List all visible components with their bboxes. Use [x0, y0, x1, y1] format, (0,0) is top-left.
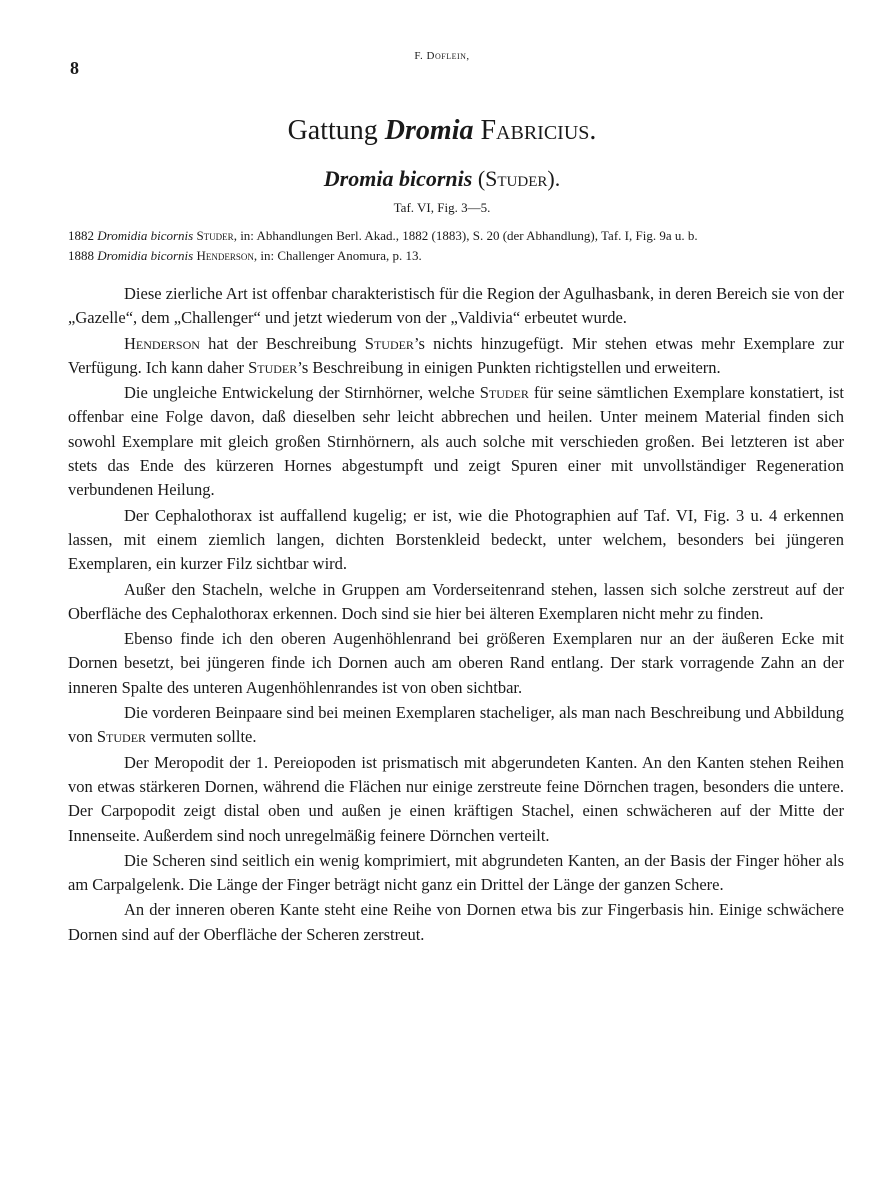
species-author: Studer [485, 166, 548, 191]
paragraph: An der inneren oberen Kante steht eine Reihe von Dornen etwa bis zur Fingerbasis hin. Einige schwächere Dornen sind auf der Oberfläche der Scheren zerstreut. [68, 900, 844, 944]
species-name: Dromia bicornis [323, 166, 473, 191]
paragraph: Ebenso finde ich den oberen Augenhöhlenrand bei größeren Exemplaren nur an der äußeren Ecke mit Dornen besetzt, bei jüngeren finde ich Dornen auch am oberen Rand entlang. Der stark vorragende Zahn an der inneren Spalte des unteren Augenhöhlenrandes ist von oben sichtbar. [68, 629, 844, 697]
synonymy-author: Henderson [196, 248, 254, 263]
genus-heading [0, 115, 884, 147]
synonymy-author: Studer [196, 228, 234, 243]
paragraph: Diese zierliche Art ist offenbar charakteristisch für die Region der Agulhasbank, in deren Bereich sie von der „Gazelle“, dem „Challenger“ und jetzt wiederum von der „Valdivia“ erbeutet wurde. [68, 284, 844, 328]
author-name: Henderson [124, 333, 200, 353]
paragraph [68, 381, 844, 502]
author-name: Studer [96, 727, 147, 747]
paragraph [68, 332, 844, 381]
synonymy-year: 1888 [68, 248, 94, 263]
body-text [68, 282, 844, 948]
running-head: F. Doflein, [414, 50, 470, 62]
text-run: für seine sämtlichen Exemplare konstatiert, ist offenbar eine Folge davon, daß dieselben sehr leicht abbrechen und heilen. Unter meinem Material finden sich sowohl Exemplare mit gleich großen Stirnhörnern, als auch solche mit verschieden großen. Bei letzteren ist aber stets das Ende des kürzeren Hornes abgestumpft und zeigt Spuren einer mit unvollständiger Regeneration verbundenen Heilung. [68, 383, 844, 500]
text-run: ’s Beschreibung in einigen Punkten richtigstellen und erweitern. [297, 357, 721, 377]
species-author-close: ). [547, 166, 561, 191]
synonymy-entry [68, 246, 848, 266]
author-name: Studer [364, 333, 414, 353]
synonymy-reference: , in: Challenger Anomura, p. 13. [253, 248, 422, 263]
genus-author: Fabricius. [480, 115, 597, 146]
synonymy-entry [68, 226, 848, 246]
author-name: Studer [248, 357, 298, 377]
text-run: hat der Beschreibung [199, 333, 365, 353]
synonymy-reference: , in: Abhandlungen Berl. Akad., 1882 (1883), S. 20 (der Abhandlung), Taf. I, Fig. 9a u. b. [233, 228, 698, 243]
text-run: ’s nichts hinzugefügt. Mir stehen etwas mehr Exemplare zur Verfügung. Ich kann daher [68, 333, 844, 377]
text-run: Die ungleiche Entwickelung der Stirnhörner, welche [124, 383, 480, 403]
author-name: Studer [479, 383, 529, 403]
text-run: vermuten sollte. [146, 727, 257, 747]
paragraph [68, 701, 844, 750]
page-number: 8 [70, 58, 79, 78]
paragraph: Die Scheren sind seitlich ein wenig komprimiert, mit abgrundeten Kanten, an der Basis der Finger höher als am Carpalgelenk. Die Länge der Finger beträgt nicht ganz ein Drittel der Länge der ganzen Schere. [68, 850, 844, 895]
paragraph: Der Meropodit der 1. Pereiopoden ist prismatisch mit abgerundeten Kanten. An den Kanten stehen Reihen von etwas stärkeren Dornen, während die Flächen nur einige zerstreute feine Dörnchen tragen, besonders die untere. Der Carpopodit zeigt distal oben und außen je einen kräftigen Stachel, einen schwächeren auf der Mitte der Innenseite. Außerdem sind noch unregelmäßig feinere Dörnchen verteilt. [68, 752, 844, 845]
synonymy-taxon: Dromidia bicornis [97, 248, 194, 263]
species-author-open: ( [472, 166, 486, 191]
species-heading [0, 166, 884, 192]
synonymy-year: 1882 [68, 228, 94, 243]
plate-reference: Taf. VI, Fig. 3—5. [393, 200, 491, 215]
paragraph: Außer den Stacheln, welche in Gruppen am Vorderseitenrand stehen, lassen sich solche zerstreut auf der Oberfläche des Cephalothorax erkennen. Doch sind sie hier bei älteren Exemplaren nicht mehr zu finden. [68, 579, 844, 623]
synonymy-taxon: Dromidia bicornis [97, 228, 194, 243]
genus-name: Dromia [384, 115, 474, 146]
genus-prefix: Gattung [287, 115, 385, 146]
paragraph: Der Cephalothorax ist auffallend kugelig; er ist, wie die Photographien auf Taf. VI, Fig. 3 u. 4 erkennen lassen, mit einem ziemlich langen, dichten Borstenkleid bedeckt, unter welchem, besonders bei jüngeren Exemplaren, ein kurzer Filz sichtbar wird. [68, 505, 844, 574]
text-run: Die vorderen Beinpaare sind bei meinen Exemplaren stacheliger, als man nach Beschreibung und Abbildung von [68, 703, 844, 747]
synonymy-list [68, 226, 848, 266]
